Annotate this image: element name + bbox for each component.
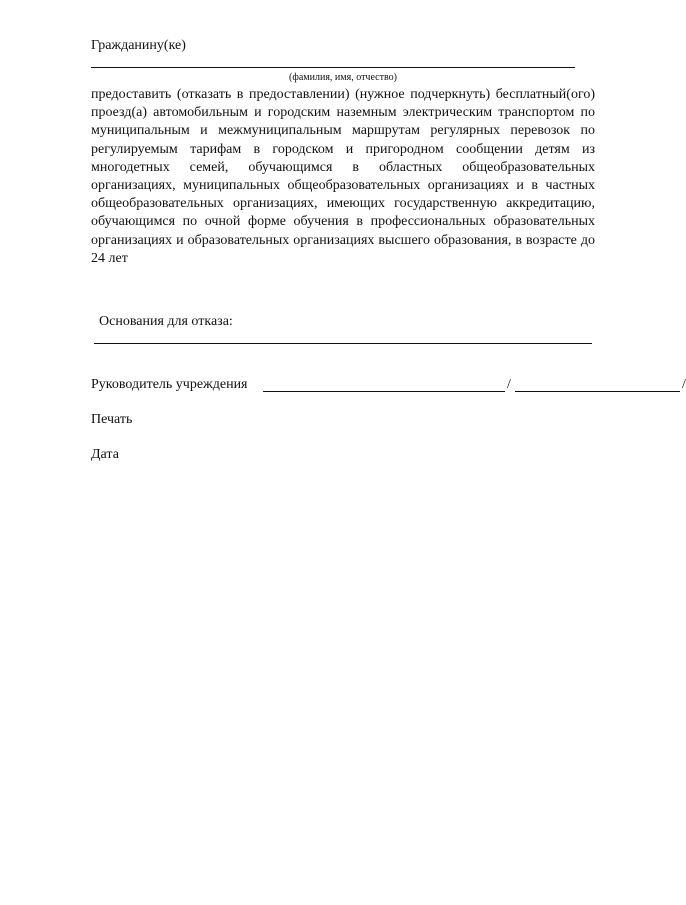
refusal-grounds-blank — [94, 343, 592, 344]
seal-label: Печать — [91, 412, 133, 427]
separator-slash-end: / — [682, 377, 686, 392]
signature-blank — [263, 391, 505, 392]
date-label: Дата — [91, 447, 119, 462]
addressee-label: Гражданину(ке) — [91, 38, 186, 53]
recipient-name-caption: (фамилия, имя, отчество) — [289, 72, 397, 83]
head-name-blank — [515, 391, 680, 392]
separator-slash: / — [507, 377, 511, 392]
recipient-name-blank — [91, 67, 575, 68]
refusal-grounds-label: Основания для отказа: — [99, 314, 233, 329]
decision-body-text: предоставить (отказать в предоставлении) (нужное подчеркнуть) бесплатный(ого) проезд(а) автомобильным и городским наземным электрическим транспортом по муниципальным и межмуниципальным маршрутам регулярных перевозок по регулируемым тарифам в городском и пригородном сообщении детям из многодетных семей, обучающимся в областных общеобразовательных организациях, муниципальных общеобразовательных организациях и в частных общеобразовательных организациях, имеющих государственную аккредитацию, обучающимся по очной форме обучения в профессиональных образовательных организациях и образовательных организациях высшего образования, в возрасте до 24 лет — [91, 87, 595, 266]
head-label: Руководитель учреждения — [91, 377, 248, 392]
head-signature-row — [91, 376, 686, 396]
